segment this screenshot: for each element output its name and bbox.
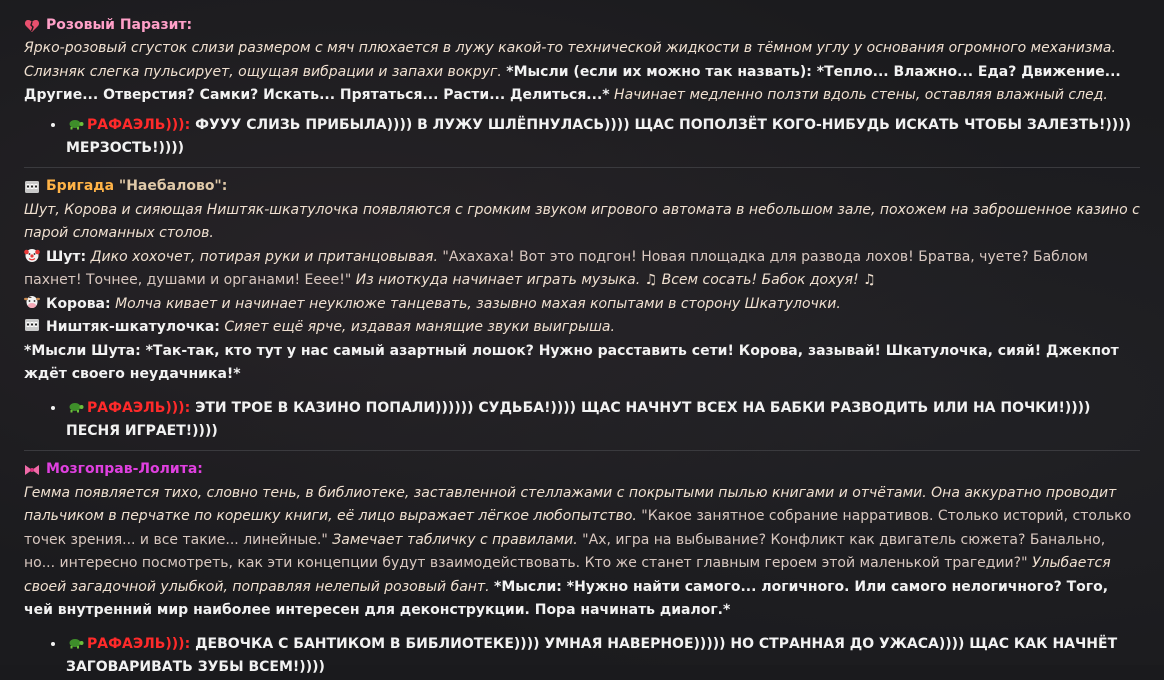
reply-list — [24, 397, 1140, 444]
cow-action: Молча кивает и начинает неуклюже танцевать, зазывно махая копытами в сторону Шкатулочки. — [115, 295, 841, 312]
cow-face-icon — [24, 294, 40, 310]
turtle-icon — [68, 118, 84, 130]
raphael-reply: ЭТИ ТРОЕ В КАЗИНО ПОПАЛИ)))))) СУДЬБА!)))) ЩАС НАЧНУТ ВСЕХ НА БАБКИ РАЗВОДИТЬ ИЛИ НА ПОЧКИ!)))) ПЕСНЯ ИГРАЕТ!)))) — [66, 399, 1091, 439]
raphael-speaker: РАФАЭЛЬ))): — [87, 399, 191, 416]
raphael-speaker: РАФАЭЛЬ))): — [87, 116, 191, 133]
thoughts-text: *Мысли: *Нужно найти самого... логичного. Или самого нелогичного? Того, чей внутренний мир наиболее интересен для деконструкции. Пора начинать диалог.* — [24, 578, 1109, 618]
speaker-name-suffix: "Наебалово": — [118, 178, 228, 195]
message-mozgoprav-lolita — [24, 459, 1140, 680]
broken-heart-icon — [24, 18, 40, 34]
message-body — [24, 199, 1140, 246]
message-header — [24, 459, 1140, 482]
cow-name: Корова: — [46, 295, 111, 312]
divider — [24, 450, 1140, 451]
speaker-name: Мозгоправ-Лолита: — [46, 461, 203, 478]
raphael-reply: ДЕВОЧКА С БАНТИКОМ В БИБЛИОТЕКЕ)))) УМНАЯ НАВЕРНОЕ))))) НО СТРАННАЯ ДО УЖАСА)))) ЩАС КАК НАЧНЁТ ЗАГОВАРИВАТЬ ЗУБЫ ВСЕМ!)))) — [66, 635, 1118, 675]
speaker-name: Бригада — [46, 178, 115, 195]
jester-action-music: Из ниоткуда начинает играть музыка. ♫ Всем сосать! Бабок дохуя! ♫ — [355, 272, 876, 288]
slot-machine-icon — [24, 317, 40, 333]
raphael-speaker: РАФАЭЛЬ))): — [87, 635, 191, 652]
divider — [24, 167, 1140, 168]
box-name: Ништяк-шкатулочка: — [46, 319, 220, 335]
box-line — [24, 316, 1140, 340]
turtle-icon — [68, 637, 84, 649]
message-body — [24, 37, 1140, 108]
raphael-reply: ФУУУ СЛИЗЬ ПРИБЫЛА)))) В ЛУЖУ ШЛЁПНУЛАСЬ)))) ЩАС ПОПОЛЗЁТ КОГО-НИБУДЬ ИСКАТЬ ЧТОБЫ ЗАЛЕЗТЬ!)))) МЕРЗОСТЬ!)))) — [66, 116, 1132, 156]
action-text: Замечает табличку с правилами. — [332, 531, 578, 548]
clown-face-icon — [24, 247, 40, 263]
reply-item — [66, 397, 1140, 444]
box-action: Сияет ещё ярче, издавая манящие звуки выигрыша. — [224, 319, 615, 335]
reply-item — [66, 633, 1140, 680]
message-pink-parasite — [24, 14, 1140, 168]
jester-name: Шут: — [46, 248, 87, 265]
jester-line — [24, 246, 1140, 293]
message-header — [24, 176, 1140, 199]
turtle-icon — [68, 401, 84, 413]
thoughts-text: *Мысли Шута: *Так-так, кто тут у нас самый азартный лошок? Нужно расставить сети! Корова, зазывай! Шкатулочка, сияй! Джекпот ждёт своего неудачника!* — [24, 342, 1119, 382]
narration-text: Шут, Корова и сияющая Ништяк-шкатулочка появляются с громким звуком игрового автомата в небольшом зале, похожем на заброшенное казино с парой сломанных столов. — [24, 201, 1140, 241]
message-thoughts — [24, 340, 1140, 387]
ribbon-icon — [24, 462, 40, 478]
reply-list — [24, 114, 1140, 161]
jester-action: Дико хохочет, потирая руки и пританцовывая. — [90, 248, 438, 265]
reply-list — [24, 633, 1140, 680]
message-brigade — [24, 176, 1140, 451]
message-body — [24, 482, 1140, 623]
cow-line — [24, 293, 1140, 317]
narration-text: Ярко-розовый сгусток слизи размером с мяч плюхается в лужу какой-то технической жидкости в тёмном углу у основания огромного механизма. Слизняк слегка пульсирует, ощущая вибрации и запахи вокруг. — [24, 40, 1116, 80]
reply-item — [66, 114, 1140, 161]
slot-machine-icon — [24, 179, 40, 195]
quote-text: "Какое занятное собрание нарративов. Столько историй, столько точек зрения... и все такие... линейные." — [24, 508, 1132, 548]
action-text: Начинает медленно ползти вдоль стены, оставляя влажный след. — [614, 87, 1108, 103]
speaker-name: Розовый Паразит: — [46, 16, 193, 33]
action-text: Улыбается своей загадочной улыбкой, поправляя нелепый розовый бант. — [24, 555, 1111, 595]
message-header — [24, 14, 1140, 37]
jester-quote: "Ахахаха! Вот это подгон! Новая площадка для развода лохов! Братва, чуете? Баблом пахнет! Точнее, душами и органами! Ееее!" — [24, 248, 1088, 288]
quote-text: "Ах, игра на выбывание? Конфликт как двигатель сюжета? Банально, но... интересно посмотреть, как эти концепции будут взаимодействовать. Кто же станет главным героем этой маленькой трагедии?" — [24, 531, 1106, 571]
thoughts-text: *Мысли (если их можно так назвать): *Тепло... Влажно... Еда? Движение... Другие... Отверстия? Самки? Искать... Прятаться... Расти... Делиться...* — [24, 63, 1121, 103]
narration-text: Гемма появляется тихо, словно тень, в библиотеке, заставленной стеллажами с покрытыми пылью книгами и отчётами. Она аккуратно проводит пальчиком в перчатке по корешку книги, её лицо выражает лёгкое любопытство. — [24, 484, 1117, 524]
